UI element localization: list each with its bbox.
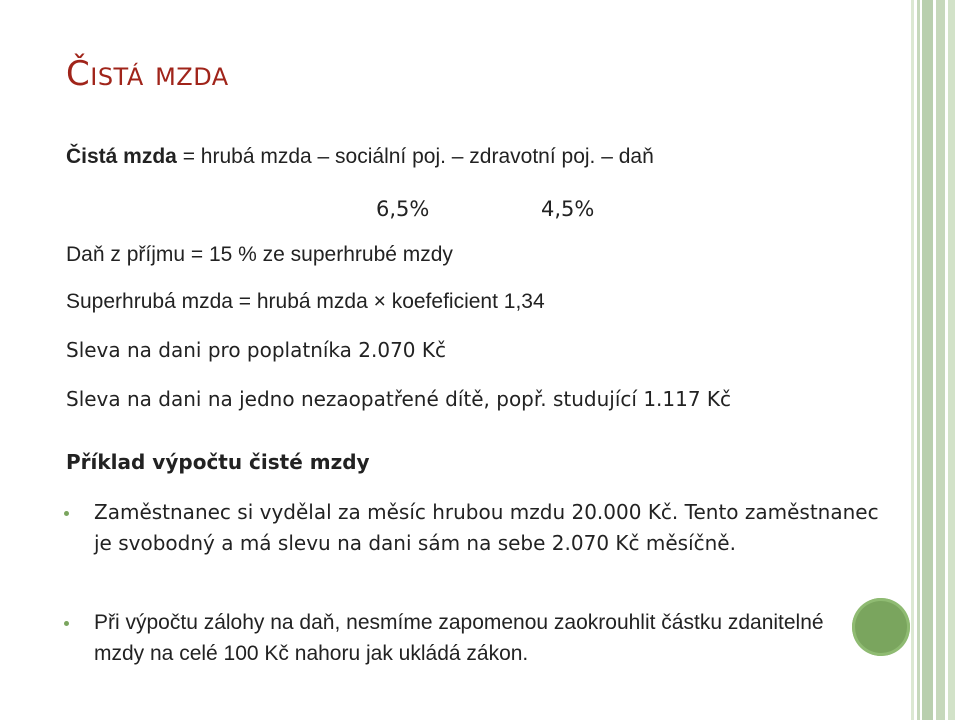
example-bullet-1: Zaměstnanec si vydělal za měsíc hrubou mzdu 20.000 Kč. Tento zaměstnanec je svobodný a má slevu na dani sám na sebe 2.070 Kč měsíčně. (94, 500, 879, 555)
sleva-poplatnik-line: Sleva na dani pro poplatníka 2.070 Kč (66, 338, 446, 362)
example-heading: Příklad výpočtu čisté mzdy (66, 450, 370, 474)
sleva-dite-line: Sleva na dani na jedno nezaopatřené dítě, popř. studující 1.117 Kč (66, 387, 732, 411)
formula-rhs: = hrubá mzda – sociální poj. – zdravotní poj. – daň (176, 145, 654, 168)
decorative-stripes (908, 0, 959, 720)
bullet-dot (64, 511, 69, 516)
slide-title (66, 54, 229, 94)
formula-lhs: Čistá mzda (66, 145, 177, 168)
health-rate: 4,5% (541, 197, 595, 221)
tax-line: Daň z příjmu = 15 % ze superhrubé mzdy (66, 243, 453, 266)
bullet-dot (64, 621, 69, 626)
example-bullet-2: Při výpočtu zálohy na daň, nesmíme zapomenou zaokrouhlit částku zdanitelné mzdy na celé 100 Kč nahoru jak ukládá zákon. (94, 611, 824, 665)
social-rate: 6,5% (376, 197, 430, 221)
title-text: Čistá mzda (66, 54, 229, 94)
formula-line (66, 145, 654, 169)
superhruba-line: Superhrubá mzda = hrubá mzda × koefeficient 1,34 (66, 290, 545, 313)
